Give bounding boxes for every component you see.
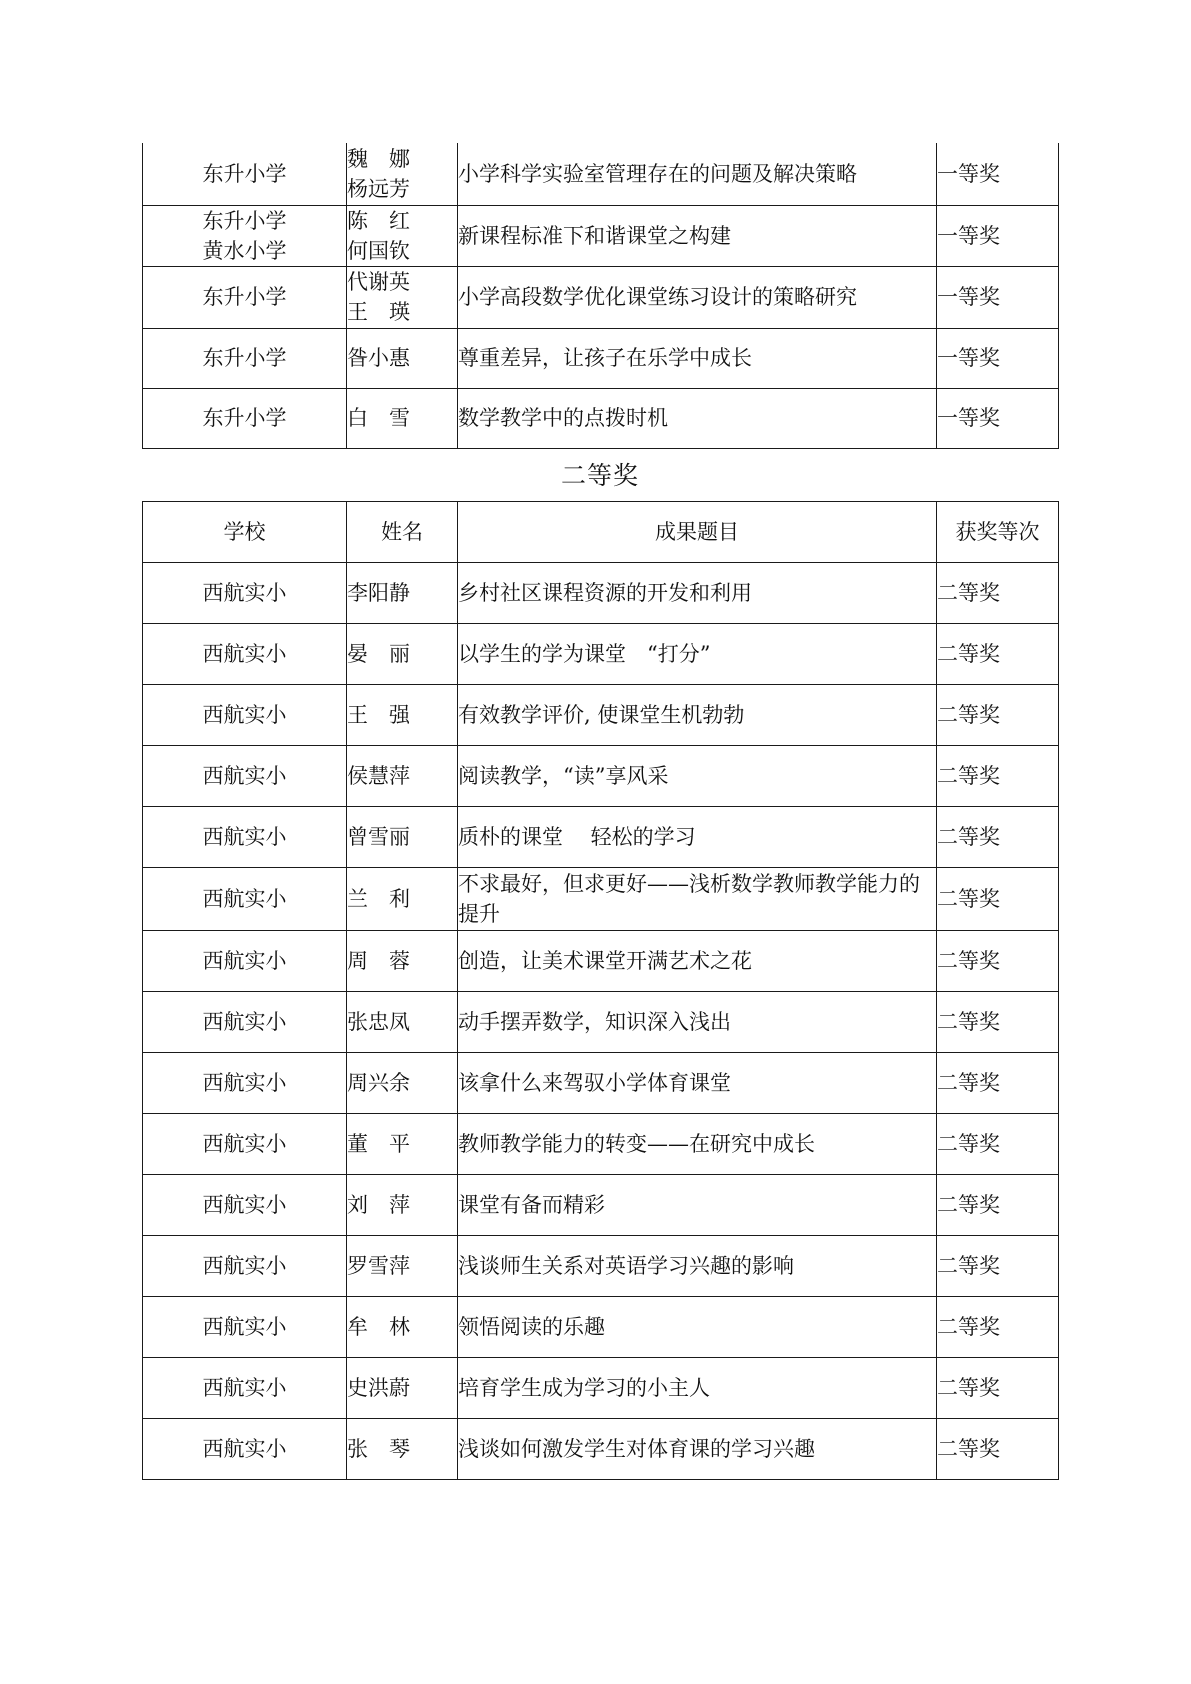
- award-cell: 二等奖: [937, 992, 1059, 1053]
- award-cell: 一等奖: [937, 266, 1059, 328]
- award-cell: 二等奖: [937, 1053, 1059, 1114]
- table-header-row: [143, 502, 1059, 563]
- award-cell: 二等奖: [937, 685, 1059, 746]
- title-cell: 创造，让美术课堂开满艺术之花: [458, 931, 937, 992]
- title-cell: 新课程标准下和谐课堂之构建: [458, 205, 937, 266]
- table-row: [143, 807, 1059, 868]
- title-cell: 乡村社区课程资源的开发和利用: [458, 563, 937, 624]
- name-cell: 王 强: [347, 685, 458, 746]
- table-row: [143, 328, 1059, 388]
- name-cell: 史洪蔚: [347, 1358, 458, 1419]
- table-row: [143, 563, 1059, 624]
- table-row: [143, 624, 1059, 685]
- table-row: [143, 1236, 1059, 1297]
- school-cell: 西航实小: [143, 931, 347, 992]
- school-cell: 西航实小: [143, 1175, 347, 1236]
- name-cell: 张忠凤: [347, 992, 458, 1053]
- name-cell: 刘 萍: [347, 1175, 458, 1236]
- title-cell: 浅谈师生关系对英语学习兴趣的影响: [458, 1236, 937, 1297]
- title-cell: 质朴的课堂 轻松的学习: [458, 807, 937, 868]
- title-cell: 小学科学实验室管理存在的问题及解决策略: [458, 143, 937, 205]
- table-row: [143, 205, 1059, 266]
- school-cell: 西航实小: [143, 746, 347, 807]
- first-prize-table: [142, 143, 1059, 449]
- name-cell: 晏 丽: [347, 624, 458, 685]
- title-cell: 该拿什么来驾驭小学体育课堂: [458, 1053, 937, 1114]
- table-row: [143, 266, 1059, 328]
- award-cell: 一等奖: [937, 143, 1059, 205]
- title-cell: 以学生的学为课堂 “打分”: [458, 624, 937, 685]
- school-cell: 西航实小: [143, 624, 347, 685]
- school-cell: 西航实小: [143, 1419, 347, 1480]
- table-row: [143, 1114, 1059, 1175]
- school-cell: 西航实小: [143, 1358, 347, 1419]
- name-cell: 董 平: [347, 1114, 458, 1175]
- school-cell: 东升小学 黄水小学: [143, 205, 347, 266]
- header-award: 获奖等次: [937, 502, 1059, 563]
- title-cell: 教师教学能力的转变——在研究中成长: [458, 1114, 937, 1175]
- name-cell: 周 蓉: [347, 931, 458, 992]
- award-cell: 二等奖: [937, 746, 1059, 807]
- table-row: [143, 931, 1059, 992]
- title-cell: 尊重差异，让孩子在乐学中成长: [458, 328, 937, 388]
- school-cell: 东升小学: [143, 266, 347, 328]
- name-cell: 曾雪丽: [347, 807, 458, 868]
- title-cell: 数学教学中的点拨时机: [458, 388, 937, 448]
- award-cell: 二等奖: [937, 1358, 1059, 1419]
- school-cell: 西航实小: [143, 685, 347, 746]
- name-cell: 侯慧萍: [347, 746, 458, 807]
- school-cell: 西航实小: [143, 1053, 347, 1114]
- title-cell: 阅读教学，“读”享风采: [458, 746, 937, 807]
- name-cell: 兰 利: [347, 868, 458, 931]
- title-cell: 浅谈如何激发学生对体育课的学习兴趣: [458, 1419, 937, 1480]
- name-cell: 周兴余: [347, 1053, 458, 1114]
- award-cell: 二等奖: [937, 868, 1059, 931]
- table-row: [143, 1358, 1059, 1419]
- title-cell: 培育学生成为学习的小主人: [458, 1358, 937, 1419]
- title-cell: 不求最好，但求更好——浅析数学教师教学能力的提升: [458, 868, 937, 931]
- name-cell: 李阳静: [347, 563, 458, 624]
- award-cell: 一等奖: [937, 388, 1059, 448]
- name-cell: 牟 林: [347, 1297, 458, 1358]
- award-cell: 一等奖: [937, 205, 1059, 266]
- title-cell: 小学高段数学优化课堂练习设计的策略研究: [458, 266, 937, 328]
- name-cell: 张 琴: [347, 1419, 458, 1480]
- award-cell: 二等奖: [937, 1175, 1059, 1236]
- name-cell: 陈 红 何国钦: [347, 205, 458, 266]
- table-row: [143, 388, 1059, 448]
- table-row: [143, 143, 1059, 205]
- name-cell: 白 雪: [347, 388, 458, 448]
- table-row: [143, 1419, 1059, 1480]
- school-cell: 西航实小: [143, 1114, 347, 1175]
- school-cell: 西航实小: [143, 1297, 347, 1358]
- header-name: 姓名: [347, 502, 458, 563]
- name-cell: 昝小惠: [347, 328, 458, 388]
- school-cell: 西航实小: [143, 563, 347, 624]
- award-cell: 一等奖: [937, 328, 1059, 388]
- table-row: [143, 992, 1059, 1053]
- school-cell: 西航实小: [143, 868, 347, 931]
- name-cell: 代谢英 王 瑛: [347, 266, 458, 328]
- table-row: [143, 868, 1059, 931]
- second-prize-body: [143, 563, 1059, 1480]
- header-title: 成果题目: [458, 502, 937, 563]
- school-cell: 西航实小: [143, 1236, 347, 1297]
- table-row: [143, 1175, 1059, 1236]
- table-row: [143, 1053, 1059, 1114]
- award-cell: 二等奖: [937, 1114, 1059, 1175]
- award-cell: 二等奖: [937, 1419, 1059, 1480]
- table-row: [143, 746, 1059, 807]
- title-cell: 动手摆弄数学，知识深入浅出: [458, 992, 937, 1053]
- award-cell: 二等奖: [937, 807, 1059, 868]
- title-cell: 有效教学评价, 使课堂生机勃勃: [458, 685, 937, 746]
- table-row: [143, 685, 1059, 746]
- table-row: [143, 1297, 1059, 1358]
- award-cell: 二等奖: [937, 563, 1059, 624]
- header-school: 学校: [143, 502, 347, 563]
- school-cell: 东升小学: [143, 143, 347, 205]
- name-cell: 魏 娜 杨远芳: [347, 143, 458, 205]
- school-cell: 东升小学: [143, 388, 347, 448]
- award-cell: 二等奖: [937, 1236, 1059, 1297]
- second-prize-heading: 二等奖: [560, 461, 639, 490]
- title-cell: 领悟阅读的乐趣: [458, 1297, 937, 1358]
- title-cell: 课堂有备而精彩: [458, 1175, 937, 1236]
- second-prize-table: [142, 501, 1059, 1480]
- name-cell: 罗雪萍: [347, 1236, 458, 1297]
- school-cell: 东升小学: [143, 328, 347, 388]
- school-cell: 西航实小: [143, 992, 347, 1053]
- school-cell: 西航实小: [143, 807, 347, 868]
- award-cell: 二等奖: [937, 931, 1059, 992]
- award-cell: 二等奖: [937, 1297, 1059, 1358]
- award-cell: 二等奖: [937, 624, 1059, 685]
